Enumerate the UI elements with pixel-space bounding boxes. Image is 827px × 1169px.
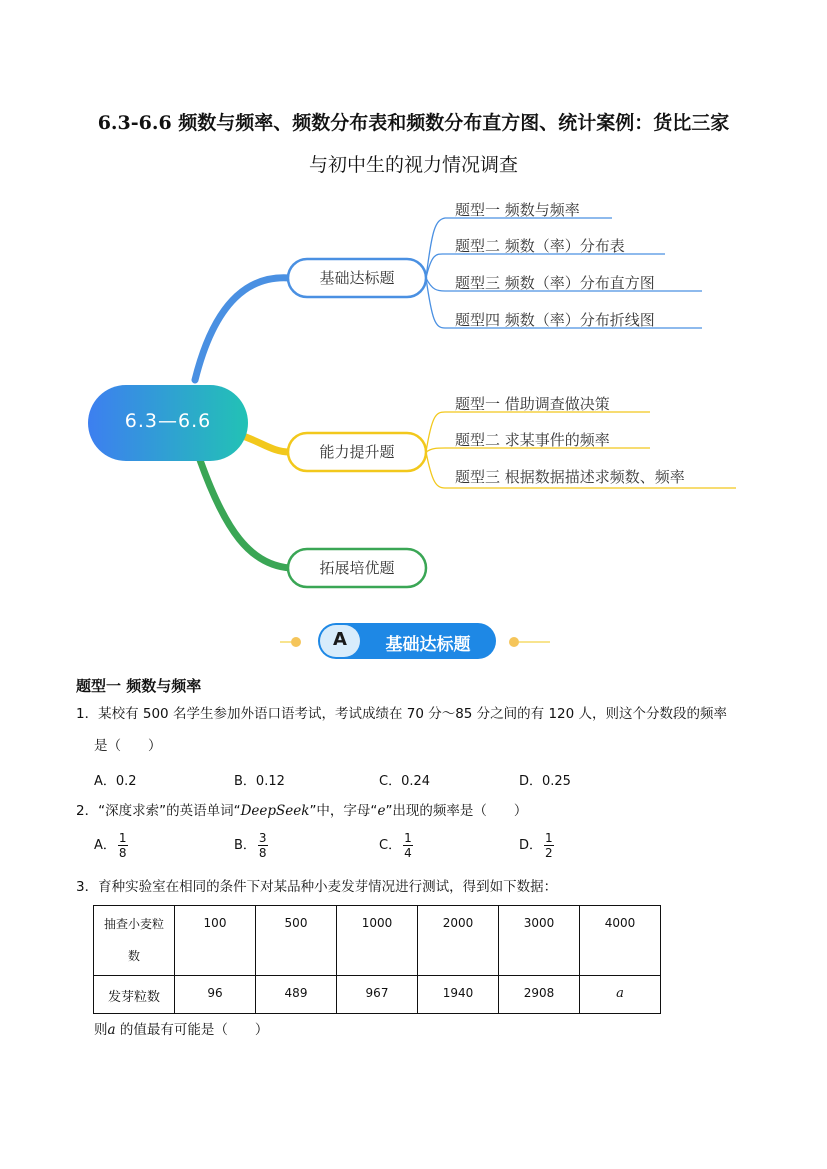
fraction-numerator: 1 xyxy=(404,831,412,845)
table-cell: 100 xyxy=(175,906,256,976)
q2-option-d xyxy=(519,831,554,860)
q3-line-1: 3．育种实验室在相同的条件下对某品种小麦发芽情况进行测试，得到如下数据： xyxy=(76,879,558,895)
q2-option-d-label: D． xyxy=(519,838,543,853)
q2-option-b-label: B． xyxy=(234,838,256,853)
q2-stem-mid: ”中，字母“ xyxy=(309,803,378,819)
header-text-line-2: 数 xyxy=(127,949,140,963)
fraction-numerator: 1 xyxy=(118,831,127,845)
fraction-denominator: 8 xyxy=(258,846,267,860)
fraction-numerator: 1 xyxy=(545,831,553,845)
table-cell: 96 xyxy=(175,976,256,1014)
table-cell: 967 xyxy=(337,976,418,1014)
q2-stem-post: ”出现的频率是（ ） xyxy=(385,803,528,819)
q2-word: DeepSeek xyxy=(240,803,310,819)
q1-option-b: B．0.12 xyxy=(234,774,285,789)
table-cell: a xyxy=(580,976,661,1014)
branch-label-extension: 拓展培优题 xyxy=(319,559,395,577)
table-cell: 3000 xyxy=(499,906,580,976)
q2-option-c xyxy=(379,831,413,860)
q2-option-b-fraction xyxy=(258,831,268,860)
table-cell: 2000 xyxy=(418,906,499,976)
table-cell: 1000 xyxy=(337,906,418,976)
fraction-denominator: 8 xyxy=(118,846,127,860)
root-node-label: 6.3—6.6 xyxy=(124,410,212,432)
table-cell: 1940 xyxy=(418,976,499,1014)
fraction-denominator: 4 xyxy=(404,846,412,860)
header-text-line-1: 抽查小麦粒 xyxy=(103,917,164,931)
mind-map xyxy=(0,190,827,610)
q3-prompt-post: 的值最有可能是（ ） xyxy=(115,1022,269,1038)
connector-advanced xyxy=(240,435,290,452)
document-title-line-2: 与初中生的视力情况调查 xyxy=(308,154,518,176)
banner-letter: A xyxy=(333,629,347,650)
q2-option-c-fraction xyxy=(403,831,413,860)
q2-option-c-label: C． xyxy=(379,838,402,853)
q2-stem-pre: 2．“深度求索”的英语单词“ xyxy=(76,803,241,819)
q1-option-d: D．0.25 xyxy=(519,774,571,789)
leaf-basic-3: 题型三 频数（率）分布直方图 xyxy=(455,274,655,292)
table-row xyxy=(94,906,661,976)
table-cell: 2908 xyxy=(499,976,580,1014)
table-cell: 4000 xyxy=(580,906,661,976)
branch-label-advanced: 能力提升题 xyxy=(319,443,395,461)
q2-option-b xyxy=(234,831,268,860)
q2-option-d-fraction xyxy=(544,831,554,860)
q3-prompt-pre: 则 xyxy=(94,1022,108,1038)
section-heading: 题型一 频数与频率 xyxy=(76,677,202,695)
banner-label: 基础达标题 xyxy=(385,635,471,655)
q3-variable: a xyxy=(107,1022,116,1038)
leaf-advanced-3: 题型三 根据数据描述求频数、频率 xyxy=(455,468,685,486)
q2-stem xyxy=(76,801,527,821)
table-header-cell: 发芽粒数 xyxy=(94,976,175,1014)
q3-prompt xyxy=(94,1020,268,1040)
leaf-basic-4: 题型四 频数（率）分布折线图 xyxy=(455,311,655,329)
q1-option-c: C．0.24 xyxy=(379,774,431,789)
q2-option-a-label: A． xyxy=(94,838,116,853)
document-title-line-1: 6.3-6.6 频数与频率、频数分布表和频数分布直方图、统计案例：货比三家 xyxy=(97,112,730,134)
q2-option-a-fraction xyxy=(118,831,128,860)
section-banner xyxy=(280,620,550,662)
table-cell: 489 xyxy=(256,976,337,1014)
q3-data-table xyxy=(93,905,661,1014)
table-row xyxy=(94,976,661,1014)
q2-letter: e xyxy=(377,803,386,819)
fraction-denominator: 2 xyxy=(545,846,553,860)
leaf-basic-1: 题型一 频数与频率 xyxy=(455,201,580,219)
connector-basic xyxy=(195,278,290,380)
connector-extension xyxy=(200,460,290,568)
q1-option-a: A．0.2 xyxy=(94,774,137,789)
table-header-cell xyxy=(94,906,175,976)
table-cell: 500 xyxy=(256,906,337,976)
leaf-advanced-2: 题型二 求某事件的频率 xyxy=(455,431,610,449)
mind-map-connectors xyxy=(0,190,827,610)
q1-line-2: 是（ ） xyxy=(94,738,162,754)
leaf-advanced-1: 题型一 借助调查做决策 xyxy=(455,395,610,413)
fraction-numerator: 3 xyxy=(258,831,267,845)
branch-label-basic: 基础达标题 xyxy=(319,269,395,287)
q2-option-a xyxy=(94,831,128,860)
leaf-basic-2: 题型二 频数（率）分布表 xyxy=(455,237,625,255)
q1-line-1: 1．某校有 500 名学生参加外语口语考试，考试成绩在 70 分～85 分之间的有 120 人，则这个分数段的频率 xyxy=(76,706,728,722)
